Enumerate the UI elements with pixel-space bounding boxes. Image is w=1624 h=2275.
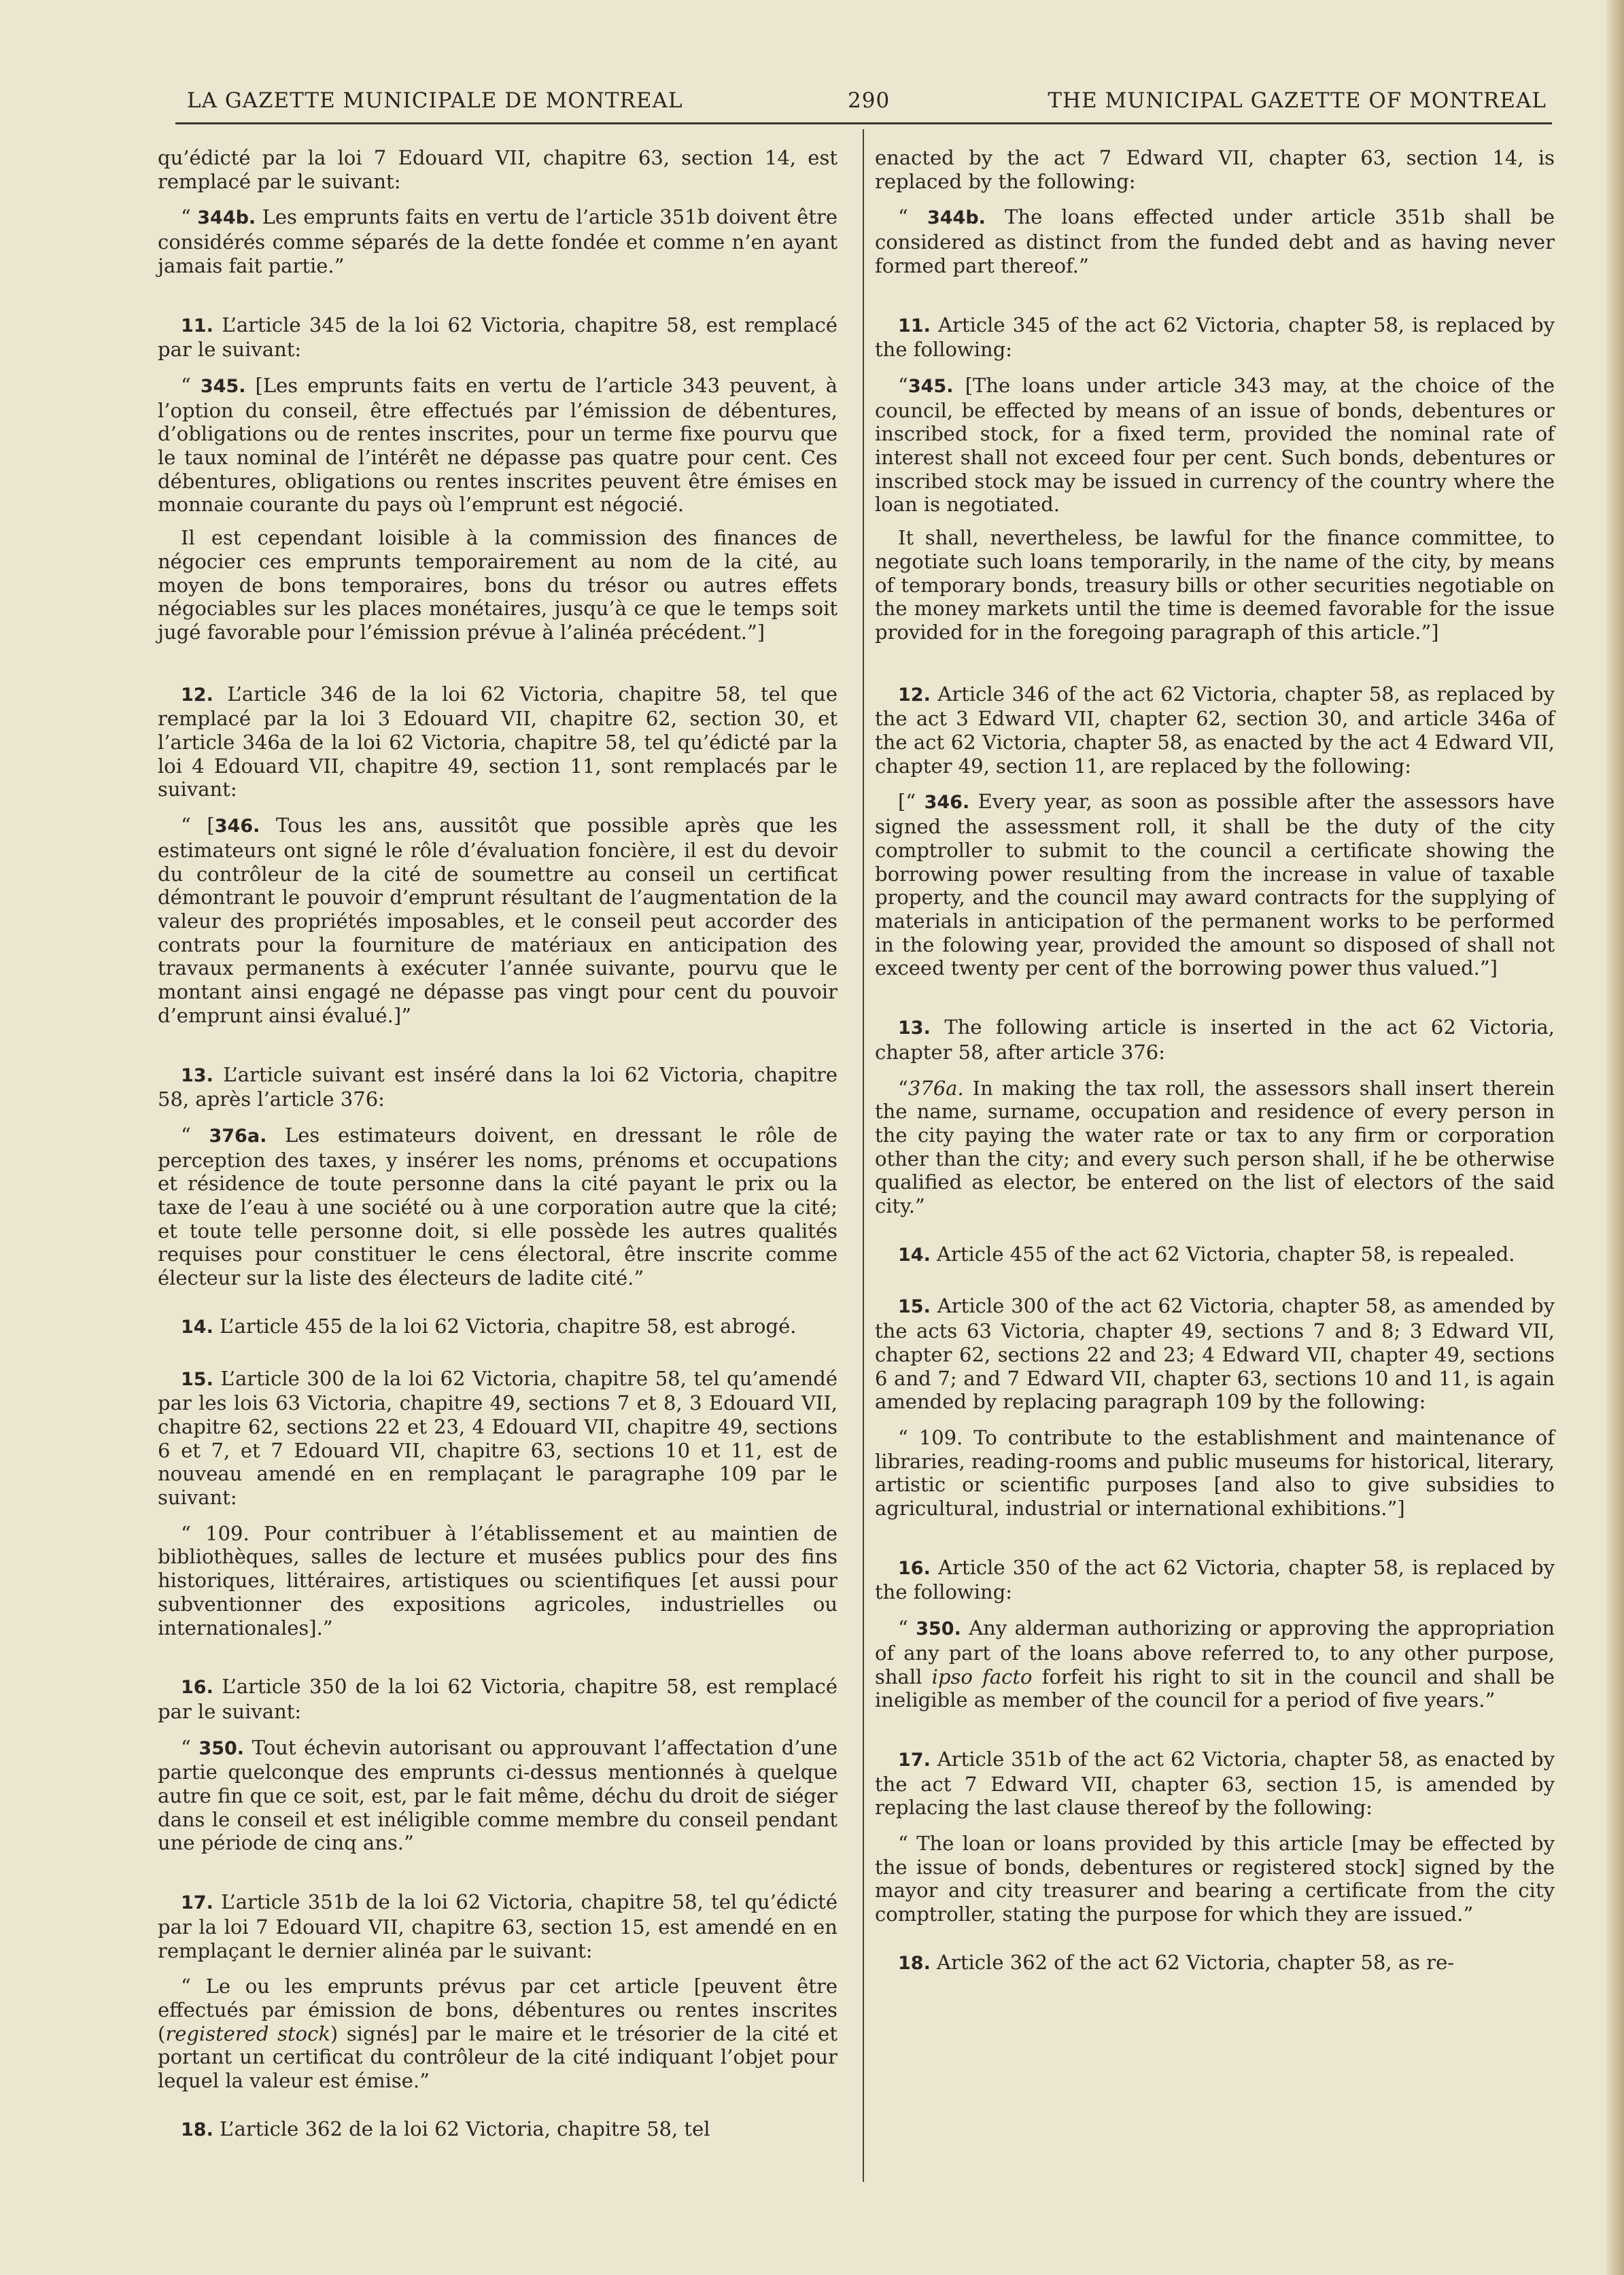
fr-section-16: 16. L’article 350 de la loi 62 Victoria, chapitre 58, est remplacé par le suivant: <box>158 1675 837 1723</box>
fr-section-18: 18. L’article 362 de la loi 62 Victoria, chapitre 58, tel <box>181 2117 710 2140</box>
en-section-17: 17. Article 351b of the act 62 Victoria, chapter 58, as enacted by the act 7 Edward VII, chapter 63, section 15, is amended by replacing the last clause thereof by the following: <box>875 1747 1555 1820</box>
fr-article-346-quote: “ [346. Tous les ans, aussitôt que possible après que les estimateurs ont signé le rôle d’évaluation foncière, il est du devoir du contrôleur de la cité de soumettre au conseil un certificat démontrant le pouvoir d’emprunt résultant de l’augmentation de la valeur des propriétés imposables, et le conseil peut accorder des contrats pour la fourniture de matériaux en anticipation des travaux permanents à exécuter l’année suivante, pourvu que le montant ainsi engagé ne dépasse pas vingt pour cent du pouvoir d’emprunt ainsi évalué.]” <box>158 814 838 1027</box>
en-continued-paragraph: enacted by the act 7 Edward VII, chapter 63, section 14, is replaced by the following: <box>875 146 1555 193</box>
fr-section-11: 11. L’article 345 de la loi 62 Victoria, chapitre 58, est remplacé par le suivant: <box>158 313 837 362</box>
en-section-15: 15. Article 300 of the act 62 Victoria, chapter 58, as amended by the acts 63 Victoria, chapter 49, sections 7 and 8; 3 Edward VII, chapter 62, sections 22 and 23; 4 Edward VII, chapter 49, sections 6 and 7; and 7 Edward VII, chapter 63, sections 10 and 11, is again amended by replacing paragraph 109 by the following: <box>875 1294 1555 1414</box>
en-article-345-paragraph-2: It shall, nevertheless, be lawful for the finance committee, to negotiate such loans temporarily, in the name of the city, by means of temporary bonds, treasury bills or other securities negotiable on the money markets until the time is deemed favorable for the issue provided for in the foregoing paragraph of this article.”] <box>875 526 1555 644</box>
fr-paragraph-109-quote: “ 109. Pour contribuer à l’établissement et au maintien de bibliothèques, salles de lecture et musées publics pour des fins historiques, littéraires, artistiques ou scientifiques [et aussi pour subventionner des expositions agricoles, industrielles ou internationales].” <box>158 1521 837 1639</box>
fr-article-345-paragraph-2: Il est cependant loisible à la commission des finances de négocier ces emprunts temporairement au nom de la cité, au moyen de bons temporaires, bons du trésor ou autres effets négociables sur les places monétaires, jusqu’à ce que le temps soit jugé favorable pour l’émission prévue à l’alinéa précédent.”] <box>158 526 837 644</box>
en-paragraph-109-quote: “ 109. To contribute to the establishment and maintenance of libraries, reading-rooms and public museums for historical, literary, artistic or scientific purposes [and also to give subsidies to agricultural, industrial or international exhibitions.”] <box>875 1425 1555 1521</box>
fr-section-14: 14. L’article 455 de la loi 62 Victoria, chapitre 58, est abrogé. <box>181 1314 797 1338</box>
fr-section-17: 17. L’article 351b de la loi 62 Victoria, chapitre 58, tel qu’édicté par la loi 7 Edouard VII, chapitre 63, section 15, est amendé en en remplaçant le dernier alinéa par le suivant: <box>158 1890 837 1962</box>
en-section-13: 13. The following article is inserted in the act 62 Victoria, chapter 58, after article 376: <box>875 1015 1555 1064</box>
fr-section-12: 12. L’article 346 de la loi 62 Victoria, chapitre 58, tel que remplacé par la loi 3 Edouard VII, chapitre 62, section 30, et l’article 346a de la loi 62 Victoria, chapitre 58, tel qu’édicté par la loi 4 Edouard VII, chapitre 49, section 11, sont remplacés par le suivant: <box>158 682 837 801</box>
en-article-350-quote: “ 350. Any alderman authorizing or approving the appropriation of any part of the loans above referred to, to any other purpose, shall ipso facto forfeit his right to sit in the council and shall be ineligible as member of the council for a period of five years.” <box>875 1616 1555 1712</box>
fr-article-376a-quote: “ 376a. Les estimateurs doivent, en dressant le rôle de perception des taxes, y insérer les noms, prénoms et occupations et résidence de toute personne dans la cité payant le prix ou la taxe de l’eau à une société ou à une corporation autre que la cité; et toute telle personne doit, si elle possède les autres qualités requises pour constituer le cens électoral, être inscrite comme électeur sur la liste des électeurs de ladite cité.” <box>158 1123 837 1290</box>
fr-article-344b-quote: “ 344b. Les emprunts faits en vertu de l’article 351b doivent être considérés comme séparés de la dette fondée et comme n’en ayant jamais fait partie.” <box>158 205 837 277</box>
column-divider <box>863 129 864 2182</box>
en-section-12: 12. Article 346 of the act 62 Victoria, chapter 58, as replaced by the act 3 Edward VII, chapter 62, section 30, and article 346a of the act 62 Victoria, chapter 58, as enacted by the act 4 Edward VII, chapter 49, section 11, are replaced by the following: <box>875 682 1555 778</box>
en-section-16: 16. Article 350 of the act 62 Victoria, chapter 58, is replaced by the following: <box>875 1555 1555 1604</box>
header-rule <box>175 122 1552 124</box>
header-english-title: THE MUNICIPAL GAZETTE OF MONTREAL <box>1048 88 1547 113</box>
en-article-344b-quote: “ 344b. The loans effected under article 351b shall be considered as distinct from the funded debt and as having never formed part thereof.” <box>875 205 1555 277</box>
page-edge-shadow <box>1606 0 1624 2275</box>
english-column <box>875 146 1555 1988</box>
page-number: 290 <box>848 88 891 113</box>
french-column <box>158 146 837 2155</box>
fr-article-351b-quote: “ Le ou les emprunts prévus par cet article [peuvent être effectués par émission de bons, débentures ou rentes inscrites (registered stock) signés] par le maire et le trésorier de la cité et portant un certificat du contrôleur de la cité indiquant l’objet pour lequel la valeur est émise.” <box>158 1975 837 2093</box>
en-article-351b-quote: “ The loan or loans provided by this article [may be effected by the issue of bonds, debentures or registered stock] signed by the mayor and city treasurer and bearing a certificate from the city comptroller, stating the purpose for which they are issued.” <box>875 1832 1555 1926</box>
fr-article-350-quote: “ 350. Tout échevin autorisant ou approuvant l’affectation d’une partie quelconque des emprunts ci-dessus mentionnés à quelque autre fin que ce soit, est, par le fait même, déchu du droit de siéger dans le conseil et est inéligible comme membre du conseil pendant une période de cinq ans.” <box>158 1735 837 1855</box>
en-section-14: 14. Article 455 of the act 62 Victoria, chapter 58, is repealed. <box>898 1242 1515 1266</box>
en-article-346-quote: [“ 346. Every year, as soon as possible after the assessors have signed the assessment roll, it shall be the duty of the city comptroller to submit to the council a certificate showing the borrowing power resulting from the increase in value of taxable property, and the council may award contracts for the supplying of materials in anticipation of the permanent works to be performed in the folowing year, provided the amount so disposed of shall not exceed twenty per cent of the borrowing power thus valued.”] <box>875 790 1555 980</box>
fr-section-13: 13. L’article suivant est inséré dans la loi 62 Victoria, chapitre 58, après l’article 376: <box>158 1062 837 1111</box>
en-section-18: 18. Article 362 of the act 62 Victoria, chapter 58, as re- <box>898 1950 1455 1974</box>
fr-article-345-quote: “ 345. [Les emprunts faits en vertu de l’article 343 peuvent, à l’option du conseil, être effectués par l’émission de débentures, d’obligations ou de rentes inscrites, pour un terme fixe pourvu que le taux nominal de l’intérêt ne dépasse pas quatre pour cent. Ces débentures, obligations ou rentes inscrites peuvent être émises en monnaie courante du pays où l’emprunt est négocié. <box>158 373 838 517</box>
fr-continued-paragraph: qu’édicté par la loi 7 Edouard VII, chapitre 63, section 14, est remplacé par le suivant: <box>158 146 837 193</box>
fr-section-15: 15. L’article 300 de la loi 62 Victoria, chapitre 58, tel qu’amendé par les lois 63 Victoria, chapitre 49, sections 7 et 8, 3 Edouard VII, chapitre 62, sections 22 et 23, 4 Edouard VII, chapitre 49, sections 6 et 7, et 7 Edouard VII, chapitre 63, sections 10 et 11, est de nouveau amendé en en remplaçant le paragraphe 109 par le suivant: <box>158 1366 837 1510</box>
en-article-376a-quote: “376a. In making the tax roll, the assessors shall insert therein the name, surname, occupation and residence of every person in the city paying the water rate or tax to any firm or corporation other than the city; and every such person shall, if he be otherwise qualified as elector, be entered on the list of electors of the said city.” <box>875 1076 1555 1218</box>
en-section-11: 11. Article 345 of the act 62 Victoria, chapter 58, is replaced by the following: <box>875 313 1555 362</box>
page-header <box>180 80 1547 121</box>
header-french-title: LA GAZETTE MUNICIPALE DE MONTREAL <box>187 88 683 113</box>
en-article-345-quote: “345. [The loans under article 343 may, at the choice of the council, be effected by means of an issue of bonds, debentures or inscribed stock, for a fixed term, provided the nominal rate of interest shall not exceed four per cent. Such bonds, debentures or inscribed stock may be issued in currency of the country where the loan is negotiated. <box>875 373 1555 517</box>
